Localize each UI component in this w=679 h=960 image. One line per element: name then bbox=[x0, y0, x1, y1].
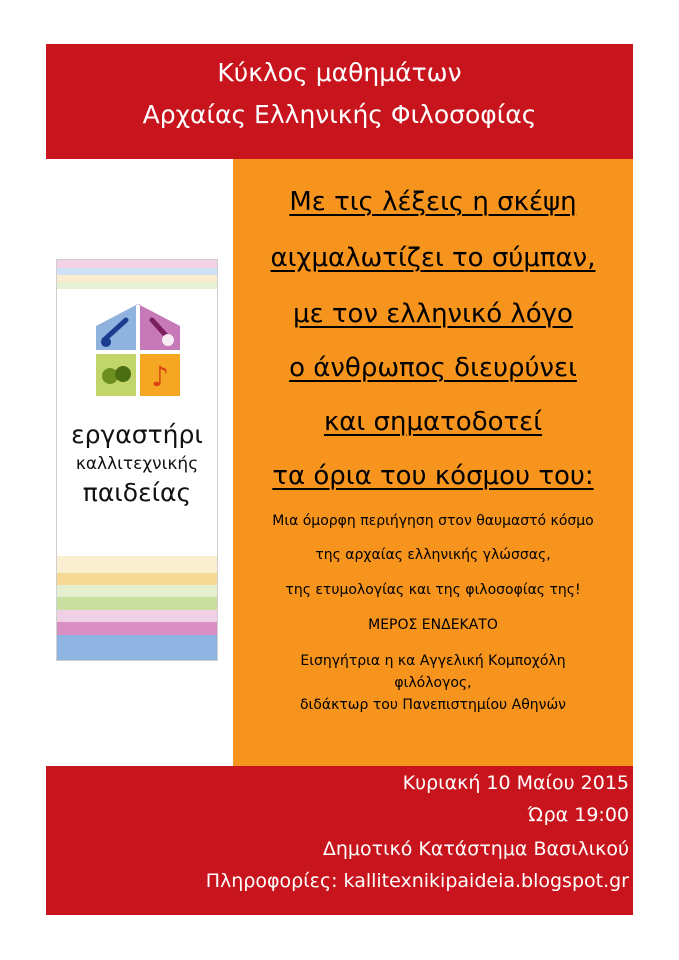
info-link[interactable]: Πληροφορίες: kallitexnikipaideia.blogspot.gr bbox=[205, 870, 629, 892]
description-line-2: της αρχαίας ελληνικής γλώσσας, bbox=[315, 547, 551, 563]
quote-line-5: και σηματοδοτεί bbox=[323, 407, 543, 437]
quote-line-6: τα όρια του κόσμου του: bbox=[272, 461, 594, 491]
description-line-3: της ετυμολογίας και της φιλοσοφίας της! bbox=[285, 582, 581, 598]
quote-line-1: Με τις λέξεις η σκέψη bbox=[289, 187, 577, 217]
house-icon bbox=[92, 300, 184, 400]
svg-text:♪: ♪ bbox=[151, 360, 169, 393]
header-title-line1: Κύκλος μαθημάτων bbox=[217, 58, 462, 87]
event-time: Ώρα 19:00 bbox=[527, 804, 629, 826]
quote-line-4: ο άνθρωπος διευρύνει bbox=[289, 353, 577, 383]
logo-panel bbox=[56, 259, 218, 661]
header-banner bbox=[46, 44, 633, 159]
logo-word-3: παιδείας bbox=[82, 478, 192, 507]
logo-word-1: εργαστήρι bbox=[71, 420, 203, 449]
speaker-line-1: Εισηγήτρια η κα Αγγελική Κομποχόλη bbox=[300, 653, 566, 669]
logo-stripe-gold bbox=[57, 573, 217, 585]
logo-word-2: καλλιτεχνικής bbox=[75, 454, 199, 474]
logo-stripe-green2 bbox=[57, 597, 217, 610]
speaker-line-2: φιλόλογος, bbox=[394, 675, 472, 691]
header-title-line2: Αρχαίας Ελληνικής Φιλοσοφίας bbox=[142, 100, 537, 129]
part-label: ΜΕΡΟΣ ΕΝΔΕΚΑΤΟ bbox=[368, 617, 498, 633]
logo-stripe-magenta bbox=[57, 622, 217, 635]
event-venue: Δημοτικό Κατάστημα Βασιλικού bbox=[322, 838, 629, 860]
logo-stripe-green bbox=[57, 282, 217, 289]
logo-stripe-pink bbox=[57, 260, 217, 268]
logo-stripe-lightgreen bbox=[57, 585, 217, 597]
quote-line-2: αιχμαλωτίζει το σύμπαν, bbox=[270, 243, 596, 273]
speaker-line-3: διδάκτωρ του Πανεπιστημίου Αθηνών bbox=[299, 697, 566, 713]
logo-stripe-cream bbox=[57, 556, 217, 573]
event-date: Κυριακή 10 Μαίου 2015 bbox=[402, 772, 629, 794]
logo-stripe-blue2 bbox=[57, 635, 217, 660]
quote-line-3: με τον ελληνικό λόγο bbox=[293, 299, 573, 329]
orange-content-panel bbox=[233, 159, 633, 766]
logo-stripe-blue bbox=[57, 268, 217, 275]
logo-stripe-lightpink bbox=[57, 610, 217, 622]
logo-stripe-yellow bbox=[57, 275, 217, 282]
description-line-1: Μια όμορφη περιήγηση στον θαυμαστό κόσμο bbox=[272, 513, 594, 529]
footer-banner bbox=[46, 766, 633, 915]
